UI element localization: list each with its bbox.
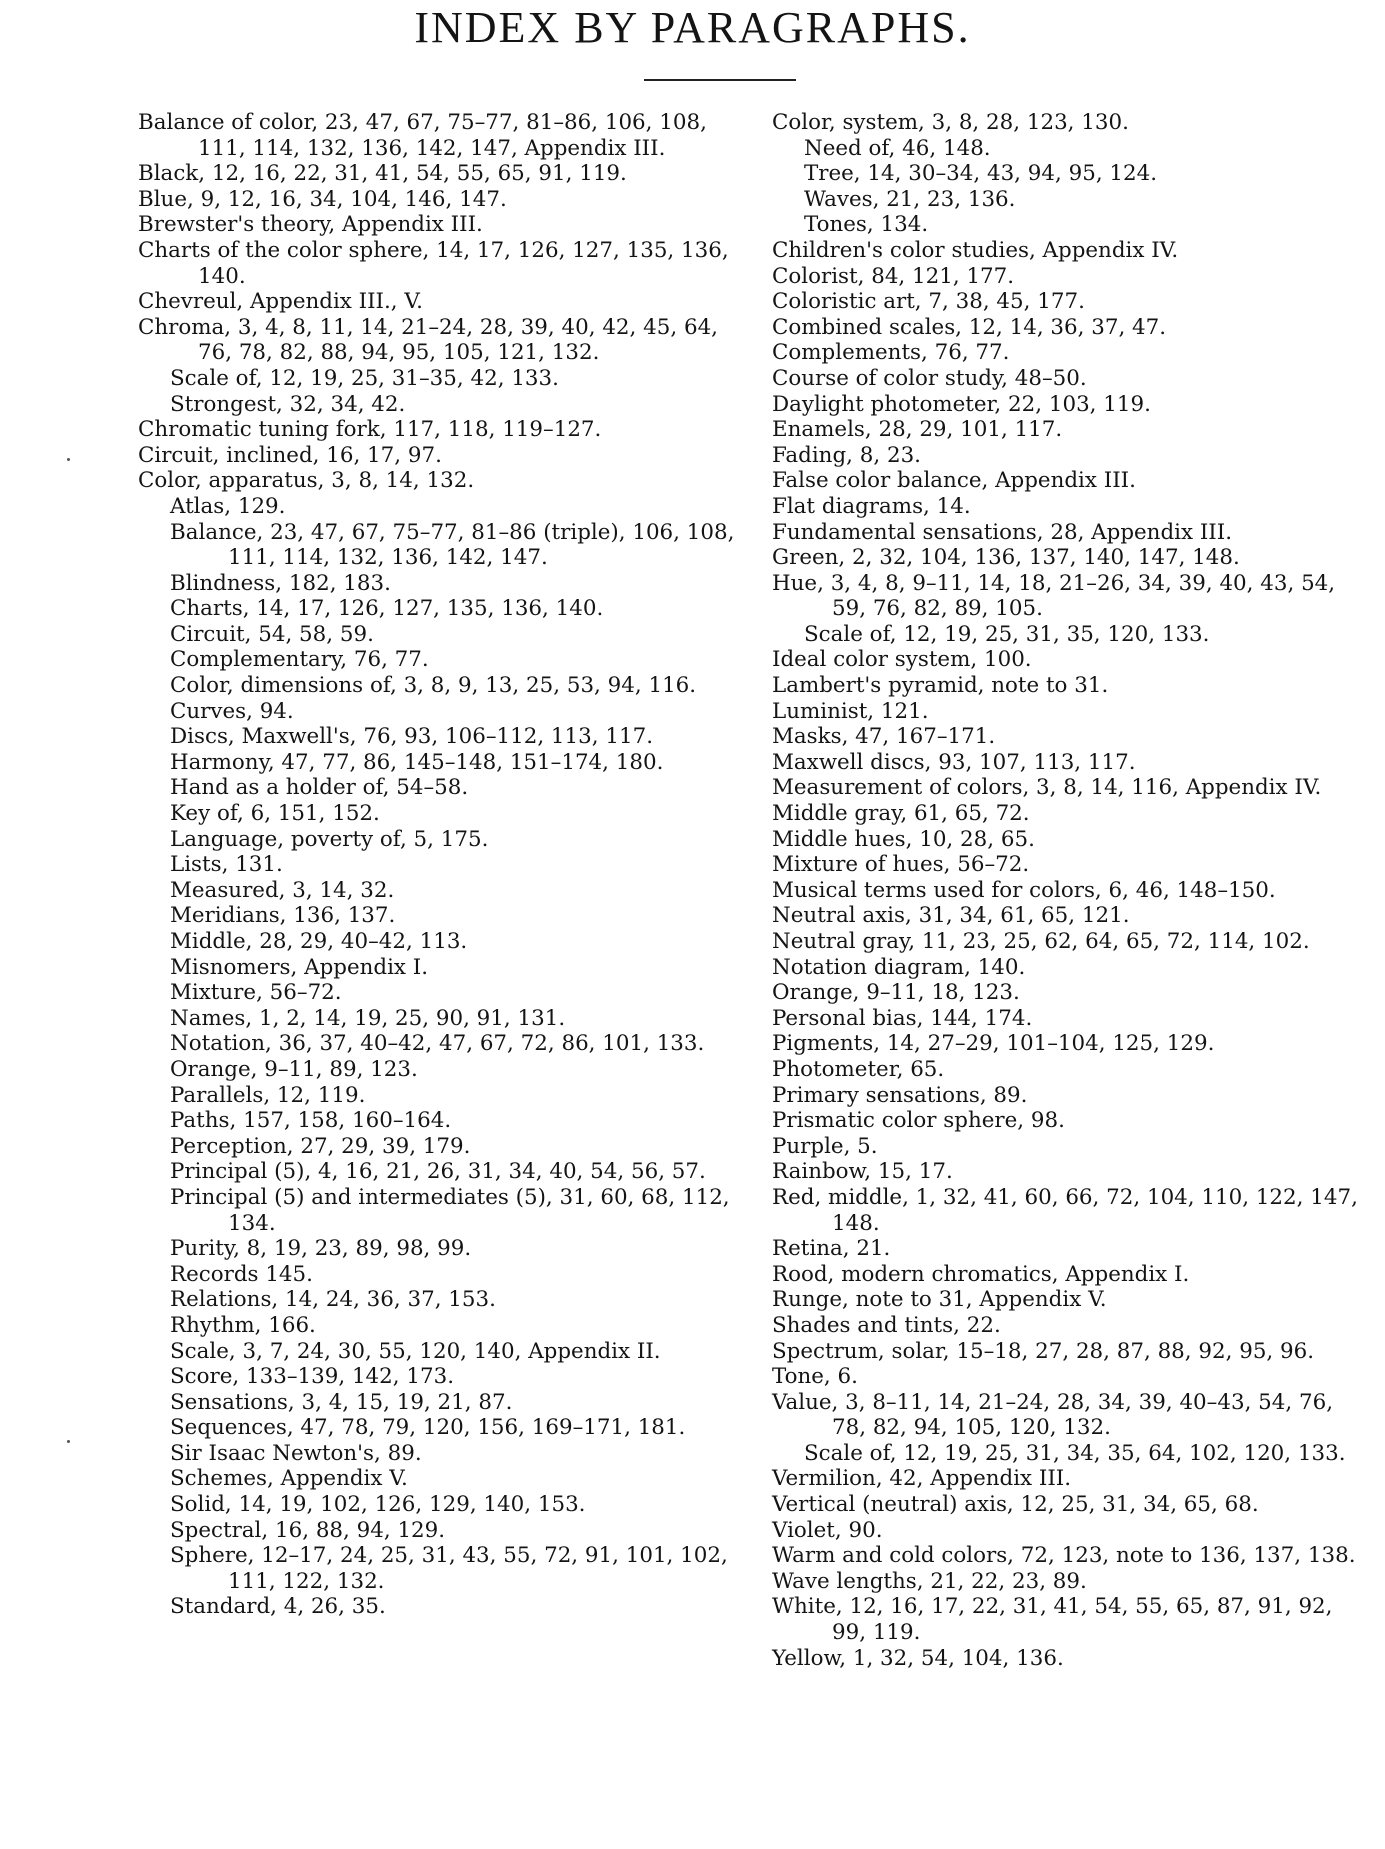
index-subentry: Need of, 46, 148.	[804, 135, 991, 161]
index-subentry: Curves, 94.	[170, 698, 294, 724]
index-entry: Complements, 76, 77.	[772, 340, 1010, 366]
index-entry: Retina, 21.	[772, 1236, 891, 1262]
index-subentry: Relations, 14, 24, 36, 37, 153.	[170, 1287, 496, 1313]
index-entry: Children's color studies, Appendix IV.	[772, 237, 1179, 263]
title-rule	[644, 79, 796, 81]
index-subentry: Notation, 36, 37, 40–42, 47, 67, 72, 86, 101, 133.	[170, 1031, 705, 1057]
index-subentry: Misnomers, Appendix I.	[170, 954, 429, 980]
index-entry: Fundamental sensations, 28, Appendix III.	[772, 519, 1232, 545]
index-subentry: Sensations, 3, 4, 15, 19, 21, 87.	[170, 1389, 513, 1415]
index-subentry: Names, 1, 2, 14, 19, 25, 90, 91, 131.	[170, 1005, 566, 1031]
index-entry: Vertical (neutral) axis, 12, 25, 31, 34, 65, 68.	[772, 1492, 1259, 1518]
index-entry: Chevreul, Appendix III., V.	[138, 289, 423, 315]
index-subentry: Language, poverty of, 5, 175.	[170, 826, 489, 852]
index-subentry: Tree, 14, 30–34, 43, 94, 95, 124.	[804, 161, 1158, 187]
index-entry: Maxwell discs, 93, 107, 113, 117.	[772, 749, 1136, 775]
index-subentry: Measured, 3, 14, 32.	[170, 877, 395, 903]
index-entry: Middle gray, 61, 65, 72.	[772, 801, 1030, 827]
index-subentry: Records 145.	[170, 1261, 313, 1287]
index-subentry: Solid, 14, 19, 102, 126, 129, 140, 153.	[170, 1492, 586, 1518]
index-entry: Purple, 5.	[772, 1133, 878, 1159]
index-entry: Charts of the color sphere, 14, 17, 126, 127, 135, 136, 140.	[138, 237, 729, 289]
index-subentry: Standard, 4, 26, 35.	[170, 1594, 386, 1620]
index-entry: Violet, 90.	[772, 1517, 883, 1543]
index-entry: Color, apparatus, 3, 8, 14, 132.	[138, 468, 475, 494]
index-entry: Hue, 3, 4, 8, 9–11, 14, 18, 21–26, 34, 39, 40, 43, 54, 59, 76, 82, 89, 105.	[772, 570, 1336, 622]
index-entry: Prismatic color sphere, 98.	[772, 1108, 1065, 1134]
index-entry: Flat diagrams, 14.	[772, 493, 971, 519]
index-entry: Coloristic art, 7, 38, 45, 177.	[772, 289, 1085, 315]
index-entry: Orange, 9–11, 18, 123.	[772, 980, 1020, 1006]
index-subentry: Purity, 8, 19, 23, 89, 98, 99.	[170, 1236, 472, 1262]
index-entry: Red, middle, 1, 32, 41, 60, 66, 72, 104, 110, 122, 147, 148.	[772, 1184, 1358, 1236]
index-entry: Luminist, 121.	[772, 698, 929, 724]
index-subentry: Charts, 14, 17, 126, 127, 135, 136, 140.	[170, 596, 604, 622]
index-entry: Course of color study, 48–50.	[772, 365, 1087, 391]
index-entry: Blue, 9, 12, 16, 34, 104, 146, 147.	[138, 186, 507, 212]
index-column-left	[138, 110, 738, 1620]
stray-dot	[67, 458, 70, 461]
index-entry: Notation diagram, 140.	[772, 954, 1026, 980]
index-entry: Personal bias, 144, 174.	[772, 1005, 1033, 1031]
index-entry: Yellow, 1, 32, 54, 104, 136.	[772, 1645, 1064, 1671]
index-subentry: Principal (5), 4, 16, 21, 26, 31, 34, 40, 54, 56, 57.	[170, 1159, 706, 1185]
index-subentry: Schemes, Appendix V.	[170, 1466, 408, 1492]
index-entry: Rainbow, 15, 17.	[772, 1159, 953, 1185]
index-subentry: Scale of, 12, 19, 25, 31, 34, 35, 64, 102, 120, 133.	[804, 1440, 1346, 1466]
index-subentry: Sphere, 12–17, 24, 25, 31, 43, 55, 72, 91, 101, 102, 111, 122, 132.	[170, 1543, 728, 1594]
index-entry: Balance of color, 23, 47, 67, 75–77, 81–86, 106, 108, 111, 114, 132, 136, 142, 147, Appendix III.	[138, 110, 707, 161]
index-entry: Shades and tints, 22.	[772, 1312, 1001, 1338]
index-entry: Neutral axis, 31, 34, 61, 65, 121.	[772, 903, 1130, 929]
index-subentry: Circuit, 54, 58, 59.	[170, 621, 374, 647]
index-entry: Rood, modern chromatics, Appendix I.	[772, 1261, 1190, 1287]
index-entry: Musical terms used for colors, 6, 46, 148–150.	[772, 877, 1276, 903]
index-entry: White, 12, 16, 17, 22, 31, 41, 54, 55, 65, 87, 91, 92, 99, 119.	[772, 1594, 1333, 1646]
page-title: INDEX BY PARAGRAPHS.	[414, 3, 971, 52]
index-subentry: Harmony, 47, 77, 86, 145–148, 151–174, 180.	[170, 749, 664, 775]
index-entry: Green, 2, 32, 104, 136, 137, 140, 147, 148.	[772, 545, 1240, 571]
index-subentry: Scale of, 12, 19, 25, 31–35, 42, 133.	[170, 365, 559, 391]
index-entry: Masks, 47, 167–171.	[772, 724, 996, 750]
index-subentry: Waves, 21, 23, 136.	[804, 186, 1016, 212]
index-entry: Vermilion, 42, Appendix III.	[772, 1466, 1072, 1492]
index-subentry: Tones, 134.	[804, 212, 929, 238]
index-subentry: Scale of, 12, 19, 25, 31, 35, 120, 133.	[804, 621, 1210, 647]
index-subentry: Meridians, 136, 137.	[170, 903, 396, 929]
stray-dot	[67, 1440, 70, 1443]
index-column-right	[772, 110, 1372, 1671]
index-entry: Value, 3, 8–11, 14, 21–24, 28, 34, 39, 40–43, 54, 76, 78, 82, 94, 105, 120, 132.	[772, 1389, 1334, 1441]
index-entry: Tone, 6.	[772, 1364, 858, 1390]
index-entry: Pigments, 14, 27–29, 101–104, 125, 129.	[772, 1031, 1215, 1057]
index-entry: Warm and cold colors, 72, 123, note to 136, 137, 138.	[772, 1543, 1356, 1569]
index-subentry: Key of, 6, 151, 152.	[170, 801, 380, 827]
index-subentry: Discs, Maxwell's, 76, 93, 106–112, 113, 117.	[170, 724, 653, 750]
index-entry: Wave lengths, 21, 22, 23, 89.	[772, 1568, 1087, 1594]
index-entry: Mixture of hues, 56–72.	[772, 852, 1030, 878]
index-entry: Measurement of colors, 3, 8, 14, 116, Appendix IV.	[772, 775, 1322, 801]
index-subentry: Balance, 23, 47, 67, 75–77, 81–86 (triple), 106, 108, 111, 114, 132, 136, 142, 147.	[170, 519, 735, 571]
index-subentry: Complementary, 76, 77.	[170, 647, 429, 673]
index-entry: Primary sensations, 89.	[772, 1082, 1028, 1108]
index-subentry: Perception, 27, 29, 39, 179.	[170, 1133, 471, 1159]
index-entry: Fading, 8, 23.	[772, 442, 921, 468]
index-subentry: Paths, 157, 158, 160–164.	[170, 1108, 452, 1134]
index-subentry: Orange, 9–11, 89, 123.	[170, 1056, 418, 1082]
index-entry: Runge, note to 31, Appendix V.	[772, 1287, 1107, 1313]
index-subentry: Spectral, 16, 88, 94, 129.	[170, 1517, 446, 1543]
index-entry: Colorist, 84, 121, 177.	[772, 263, 1015, 289]
index-subentry: Principal (5) and intermediates (5), 31, 60, 68, 112, 134.	[170, 1184, 730, 1236]
index-entry: Photometer, 65.	[772, 1056, 945, 1082]
index-entry: Daylight photometer, 22, 103, 119.	[772, 391, 1151, 417]
index-subentry: Lists, 131.	[170, 852, 283, 878]
index-entry: Color, system, 3, 8, 28, 123, 130.	[772, 110, 1129, 135]
index-subentry: Parallels, 12, 119.	[170, 1082, 366, 1108]
index-subentry: Sequences, 47, 78, 79, 120, 156, 169–171, 181.	[170, 1415, 686, 1441]
index-entry: Combined scales, 12, 14, 36, 37, 47.	[772, 314, 1167, 340]
index-subentry: Blindness, 182, 183.	[170, 570, 391, 596]
index-subentry: Strongest, 32, 34, 42.	[170, 391, 406, 417]
index-subentry: Scale, 3, 7, 24, 30, 55, 120, 140, Appendix II.	[170, 1338, 661, 1364]
index-entry: False color balance, Appendix III.	[772, 468, 1136, 494]
index-entry: Circuit, inclined, 16, 17, 97.	[138, 442, 442, 468]
index-subentry: Hand as a holder of, 54–58.	[170, 775, 469, 801]
index-entry: Lambert's pyramid, note to 31.	[772, 673, 1109, 699]
index-entry: Spectrum, solar, 15–18, 27, 28, 87, 88, 92, 95, 96.	[772, 1338, 1315, 1364]
index-subentry: Mixture, 56–72.	[170, 980, 342, 1006]
index-entry: Enamels, 28, 29, 101, 117.	[772, 417, 1063, 443]
index-subentry: Color, dimensions of, 3, 8, 9, 13, 25, 53, 94, 116.	[170, 673, 697, 699]
index-entry: Chroma, 3, 4, 8, 11, 14, 21–24, 28, 39, 40, 42, 45, 64, 76, 78, 82, 88, 94, 95, 105, 121, 132.	[138, 314, 718, 366]
index-entry: Chromatic tuning fork, 117, 118, 119–127.	[138, 417, 602, 443]
index-subentry: Middle, 28, 29, 40–42, 113.	[170, 929, 468, 954]
index-entry: Black, 12, 16, 22, 31, 41, 54, 55, 65, 91, 119.	[138, 161, 627, 187]
index-subentry: Atlas, 129.	[170, 493, 286, 519]
index-subentry: Score, 133–139, 142, 173.	[170, 1364, 455, 1390]
index-entry: Brewster's theory, Appendix III.	[138, 212, 483, 238]
index-subentry: Rhythm, 166.	[170, 1312, 316, 1338]
index-entry: Middle hues, 10, 28, 65.	[772, 826, 1035, 852]
index-entry: Ideal color system, 100.	[772, 647, 1032, 673]
index-subentry: Sir Isaac Newton's, 89.	[170, 1440, 422, 1466]
index-entry: Neutral gray, 11, 23, 25, 62, 64, 65, 72, 114, 102.	[772, 929, 1310, 954]
